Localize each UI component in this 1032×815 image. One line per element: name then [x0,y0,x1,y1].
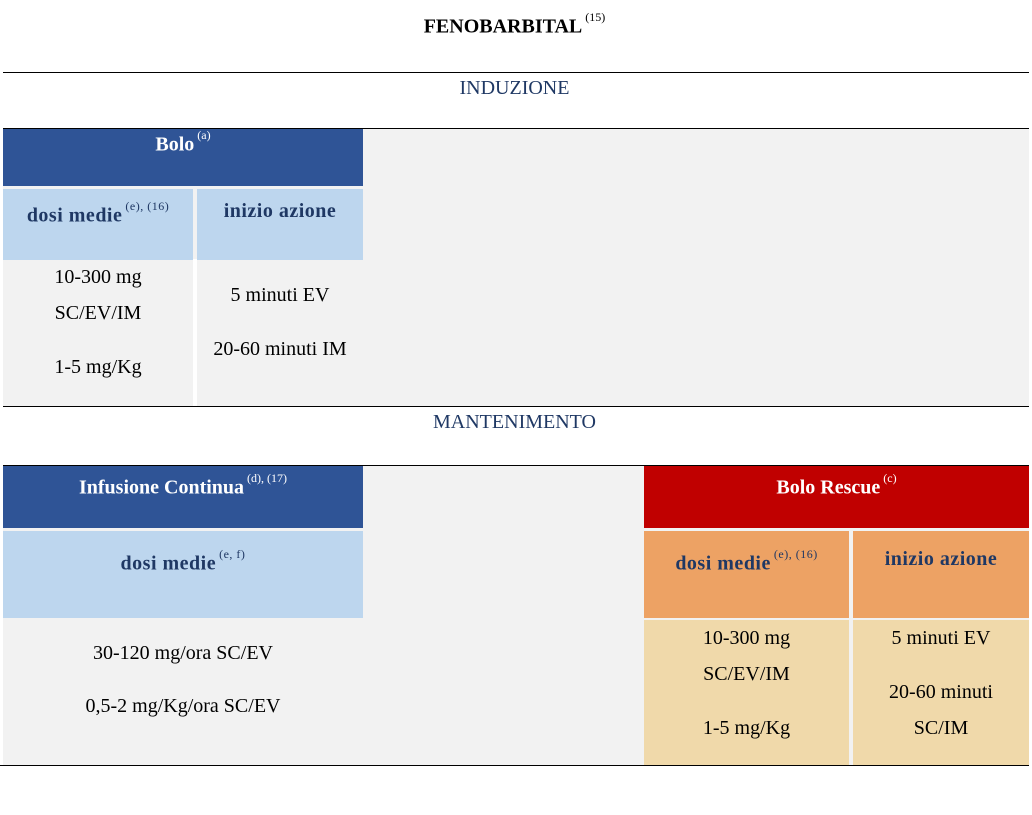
rescue-inizio-label: inizio azione [884,548,998,570]
bolo-dosi-cell [3,259,193,385]
bolo-inizio-label: inizio azione [223,200,337,222]
rescue-inizio-line: SC/IM [913,717,969,739]
infusione-header [3,466,363,528]
infusione-header-ref: (d), (17) [247,471,288,485]
infusione-dosi-header [3,531,363,618]
section-label: MANTENIMENTO [433,411,596,433]
rescue-inizio-line: 20-60 minuti [889,681,993,703]
bolo-dosi-ref: (e), (16) [125,199,170,213]
infusione-dosi-cell [3,635,363,724]
rescue-dosi-ref: (e), (16) [773,547,818,561]
rescue-dosi-cell [644,620,849,765]
rescue-dosi-header [644,531,849,618]
section-induzione [0,73,1029,129]
bolo-dosi-header [3,189,193,260]
infusione-dosi-label: dosi medie [120,552,217,575]
document-title [0,0,1029,72]
bolo-inizio-line: 5 minuti EV [230,284,330,306]
rescue-header-ref: (c) [883,471,897,485]
bolo-inizio-cell [197,277,363,367]
rescue-inizio-cell [853,620,1029,765]
bolo-dosi-line: SC/EV/IM [54,302,142,324]
rescue-dosi-line: 10-300 mg [702,627,791,649]
section-label: INDUZIONE [459,77,570,99]
rescue-header [644,466,1029,528]
rescue-header-label: Bolo Rescue [776,476,881,499]
bottom-divider [0,765,1029,766]
bolo-header [3,129,363,186]
title-ref: (15) [585,10,606,24]
infusione-dosi-ref: (e, f) [219,547,246,561]
bolo-inizio-line: 20-60 minuti IM [213,338,347,360]
title-text: FENOBARBITAL [423,15,583,38]
bolo-dosi-line: 10-300 mg [54,266,142,288]
bolo-dosi-line: 1-5 mg/Kg [54,356,142,378]
rescue-inizio-header [853,531,1029,618]
infusione-dosi-line: 0,5-2 mg/Kg/ora SC/EV [85,695,281,717]
rescue-dosi-line: 1-5 mg/Kg [702,717,791,739]
rescue-dosi-line: SC/EV/IM [703,663,790,685]
bolo-dosi-label: dosi medie [26,204,123,227]
section-mantenimento [0,407,1029,463]
bolo-header-label: Bolo [155,133,195,156]
infusione-dosi-line: 30-120 mg/ora SC/EV [93,642,273,664]
bolo-inizio-header [197,189,363,260]
infusione-header-label: Infusione Continua [78,476,245,499]
bolo-header-ref: (a) [197,128,211,142]
rescue-dosi-label: dosi medie [675,552,771,575]
rescue-inizio-line: 5 minuti EV [891,627,991,649]
